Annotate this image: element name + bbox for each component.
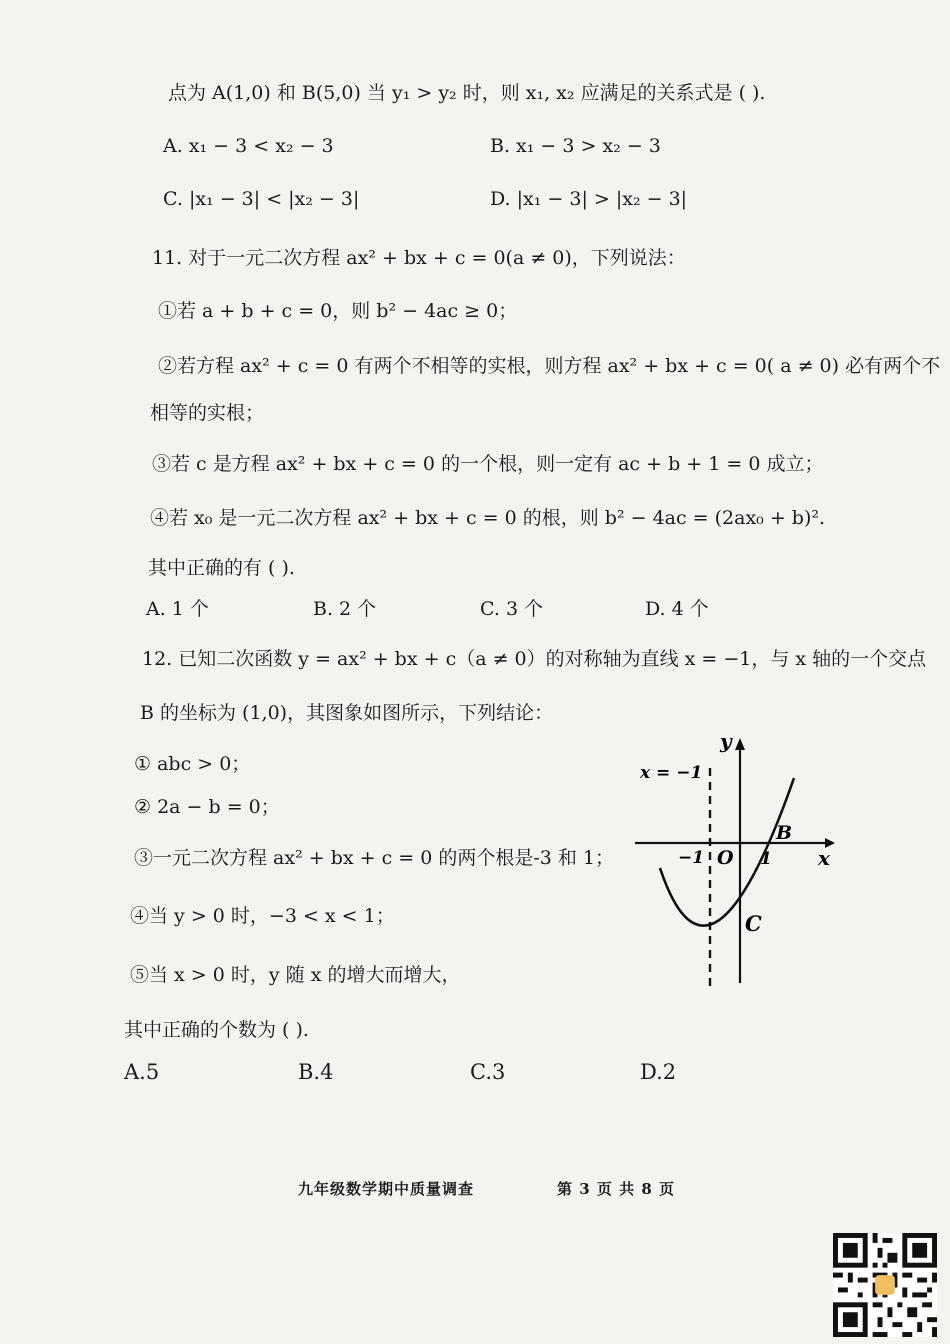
q11-stem: 11. 对于一元二次方程 ax² + bx + c = 0(a ≠ 0)，下列说法： bbox=[152, 247, 686, 269]
q10-option-a: A. x₁ − 3 < x₂ − 3 bbox=[163, 135, 334, 157]
q11-statement-2a: ②若方程 ax² + c = 0 有两个不相等的实根，则方程 ax² + bx + c = 0( a ≠ 0) 必有两个不 bbox=[158, 355, 941, 377]
q11-question: 其中正确的有 ( ). bbox=[148, 557, 295, 579]
q12-stem-b: B 的坐标为 (1,0)，其图象如图所示，下列结论： bbox=[140, 702, 554, 724]
q12-question: 其中正确的个数为 ( ). bbox=[124, 1019, 309, 1041]
x-axis-label: x bbox=[818, 846, 830, 870]
qr-code bbox=[833, 1233, 937, 1337]
q12-option-b: B.4 bbox=[298, 1060, 334, 1084]
footer-page-number: 第 3 页 共 8 页 bbox=[557, 1180, 675, 1198]
q12-option-a: A.5 bbox=[124, 1060, 160, 1084]
y-axis-arrow bbox=[735, 738, 745, 750]
origin-label: O bbox=[717, 847, 734, 869]
q11-option-c: C. 3 个 bbox=[480, 598, 544, 620]
q11-statement-2b: 相等的实根； bbox=[150, 402, 265, 424]
point-c-label: C bbox=[745, 911, 762, 936]
q12-stem-a: 12. 已知二次函数 y = ax² + bx + c（a ≠ 0）的对称轴为直线 x = −1，与 x 轴的一个交点 bbox=[142, 648, 927, 670]
footer-title: 九年级数学期中质量调查 bbox=[298, 1180, 475, 1198]
tick-1-label: 1 bbox=[760, 849, 772, 869]
q11-statement-3: ③若 c 是方程 ax² + bx + c = 0 的一个根，则一定有 ac + b + 1 = 0 成立； bbox=[152, 453, 824, 475]
q10-option-b: B. x₁ − 3 > x₂ − 3 bbox=[490, 135, 661, 157]
q11-option-b: B. 2 个 bbox=[313, 598, 377, 620]
q12-option-c: C.3 bbox=[470, 1060, 506, 1084]
symmetry-line-label: x = −1 bbox=[640, 763, 703, 783]
parabola-graph bbox=[630, 728, 840, 1000]
tick-neg1-label: −1 bbox=[678, 848, 705, 868]
q11-statement-1: ①若 a + b + c = 0，则 b² − 4ac ≥ 0； bbox=[158, 300, 518, 322]
q10-option-c: C. |x₁ − 3| < |x₂ − 3| bbox=[163, 188, 360, 210]
q11-option-a: A. 1 个 bbox=[146, 598, 209, 620]
q11-statement-4: ④若 x₀ 是一元二次方程 ax² + bx + c = 0 的根，则 b² − 4ac = (2ax₀ + b)². bbox=[150, 507, 826, 529]
y-axis-label: y bbox=[720, 729, 732, 753]
qr-center-logo bbox=[875, 1275, 895, 1295]
q10-option-d: D. |x₁ − 3| > |x₂ − 3| bbox=[490, 188, 688, 210]
q10-tail: 点为 A(1,0) 和 B(5,0) 当 y₁ > y₂ 时，则 x₁, x₂ 应满足的关系式是 ( ). bbox=[168, 82, 766, 104]
q12-conclusion-1: ① abc > 0； bbox=[134, 753, 251, 775]
q11-option-d: D. 4 个 bbox=[645, 598, 709, 620]
q12-option-d: D.2 bbox=[640, 1060, 677, 1084]
q12-conclusion-4: ④当 y > 0 时，−3 < x < 1； bbox=[130, 905, 395, 927]
q12-conclusion-3: ③一元二次方程 ax² + bx + c = 0 的两个根是-3 和 1； bbox=[134, 847, 615, 869]
q12-conclusion-5: ⑤当 x > 0 时，y 随 x 的增大而增大， bbox=[130, 964, 461, 986]
point-b-label: B bbox=[776, 822, 793, 844]
q12-conclusion-2: ② 2a − b = 0； bbox=[134, 796, 280, 818]
